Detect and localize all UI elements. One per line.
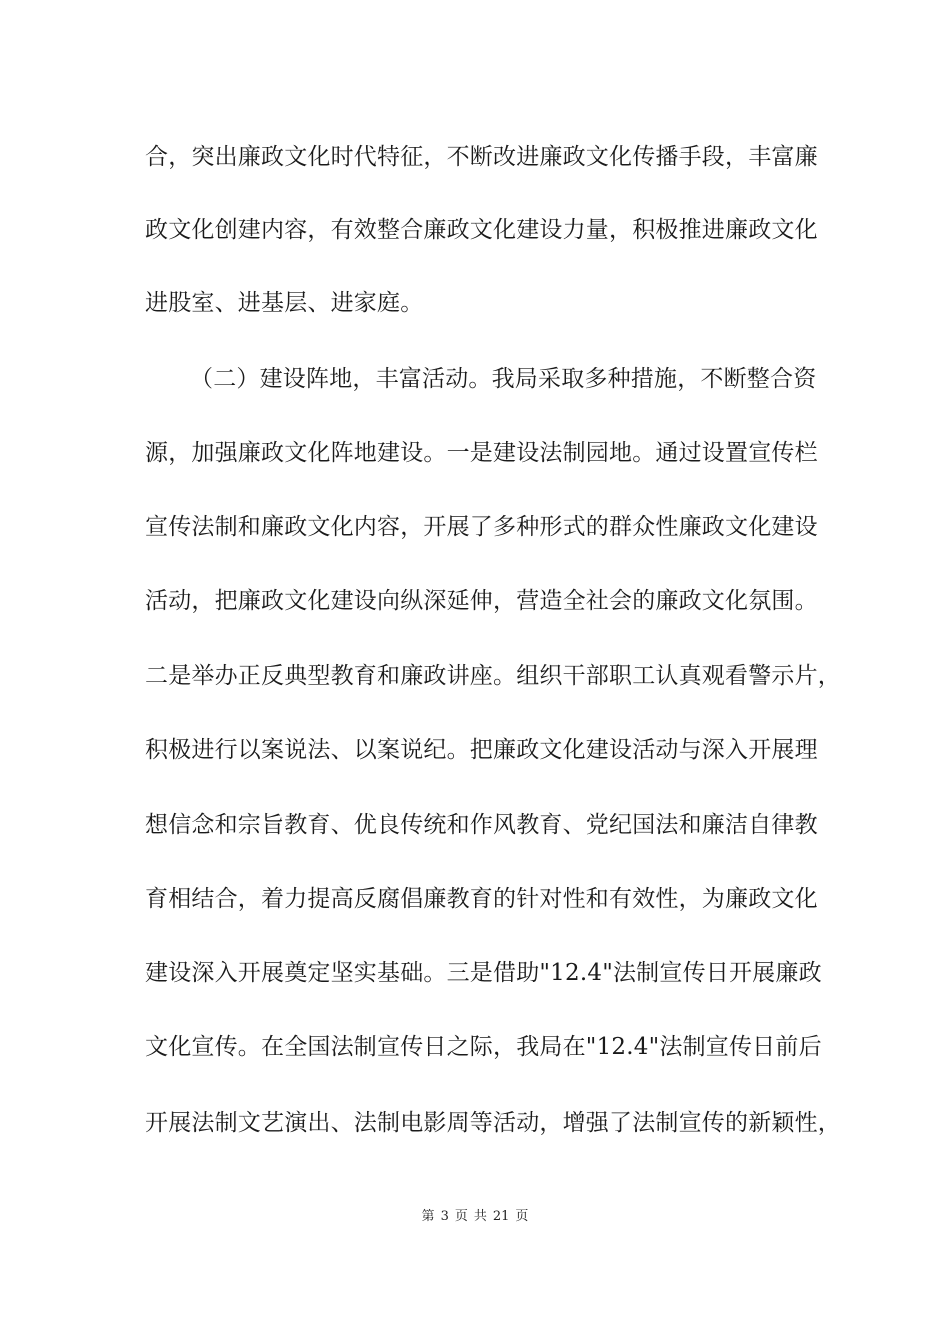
- body-text-line: 政文化创建内容，有效整合廉政文化建设力量，积极推进廉政文化: [145, 217, 818, 243]
- body-text-line: 文化宣传。在全国法制宣传日之际，我局在"12.4"法制宣传日前后: [145, 1034, 822, 1060]
- body-text-line: 源，加强廉政文化阵地建设。一是建设法制园地。通过设置宣传栏: [145, 440, 818, 466]
- body-text-line: 育相结合，着力提高反腐倡廉教育的针对性和有效性，为廉政文化: [145, 886, 818, 912]
- footer-current-page: 3: [440, 1209, 449, 1224]
- footer-suffix: 页: [515, 1209, 529, 1224]
- footer-prefix: 第: [421, 1209, 435, 1224]
- page-number-footer: [0, 1208, 950, 1226]
- body-text-line: 积极进行以案说法、以案说纪。把廉政文化建设活动与深入开展理: [145, 737, 818, 763]
- footer-total-pages: 21: [492, 1209, 510, 1224]
- body-text-line: 二是举办正反典型教育和廉政讲座。组织干部职工认真观看警示片，: [145, 663, 841, 689]
- body-text-line: （二）建设阵地，丰富活动。我局采取多种措施，不断整合资: [190, 366, 817, 392]
- body-text-line: 活动，把廉政文化建设向纵深延伸，营造全社会的廉政文化氛围。: [145, 588, 818, 614]
- body-text-line: 宣传法制和廉政文化内容，开展了多种形式的群众性廉政文化建设: [145, 514, 818, 540]
- footer-page-unit: 页: [454, 1209, 468, 1224]
- body-text-line: 进股室、进基层、进家庭。: [145, 290, 424, 316]
- body-text-line: 想信念和宗旨教育、优良传统和作风教育、党纪国法和廉洁自律教: [145, 812, 818, 838]
- body-text-line: 开展法制文艺演出、法制电影周等活动，增强了法制宣传的新颖性，: [145, 1110, 841, 1136]
- footer-total-label: 共: [473, 1209, 487, 1224]
- body-text-line: 合，突出廉政文化时代特征，不断改进廉政文化传播手段，丰富廉: [145, 144, 818, 170]
- body-text-line: 建设深入开展奠定坚实基础。三是借助"12.4"法制宣传日开展廉政: [145, 960, 822, 986]
